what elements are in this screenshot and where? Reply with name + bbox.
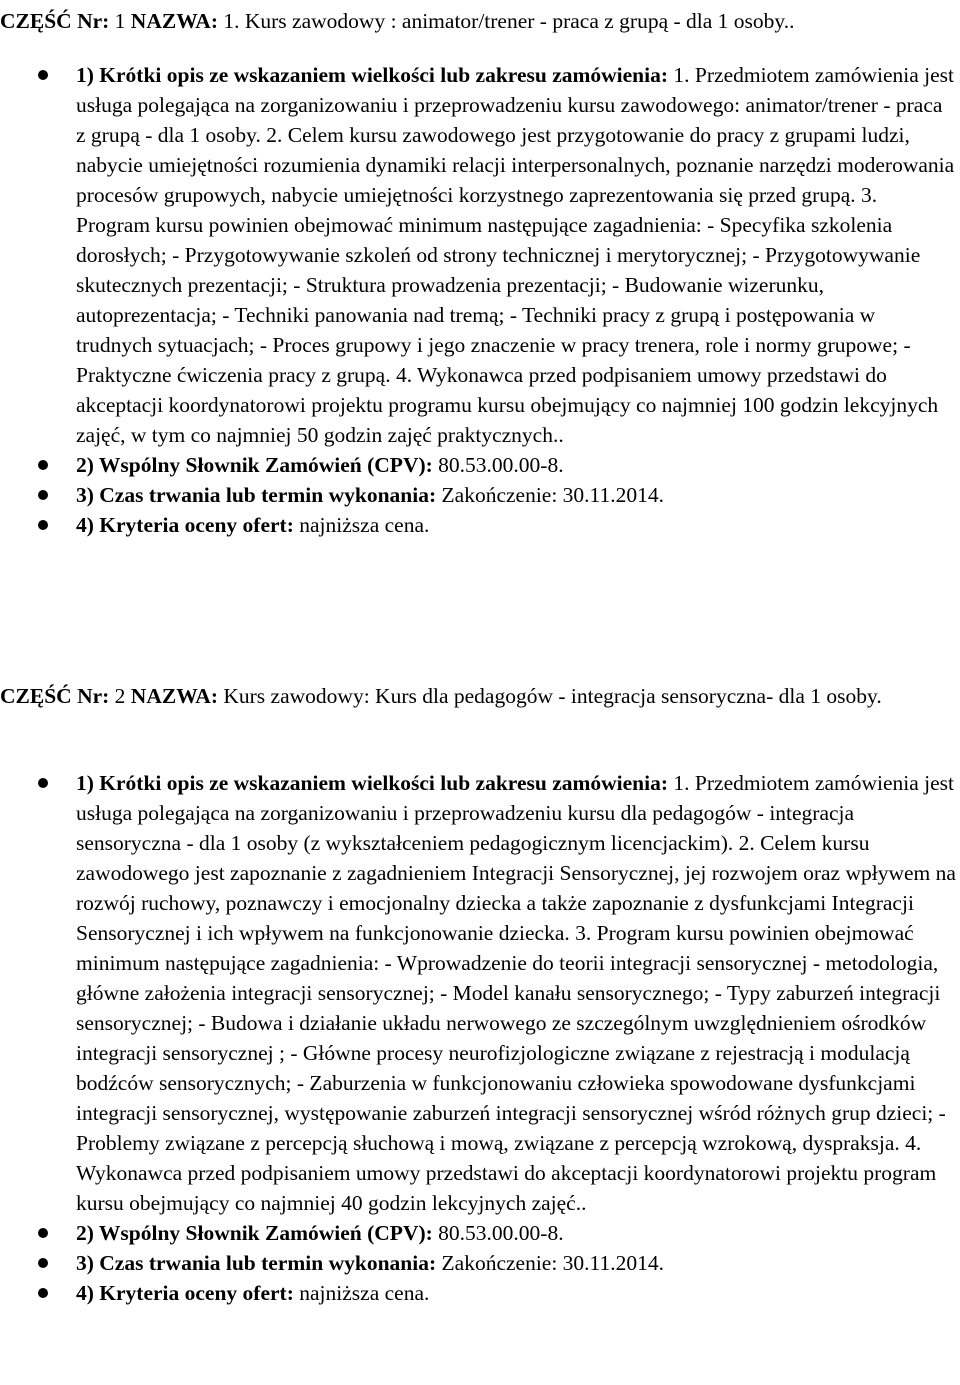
part-name-label: NAZWA: xyxy=(130,9,218,33)
item-value: 1. Przedmiotem zamówienia jest usługa polegająca na zorganizowaniu i przeprowadzeniu kursu zawodowego: animator/trener - praca z grupą - dla 1 osoby. 2. Celem kursu zawodowego jest przygotowanie do pracy z grupami ludzi, nabycie umiejętności rozumienia dynamiki relacji interpersonalnych, poznanie narzędzi moderowania procesów grupowych, nabycie umiejętności korzystnego zaprezentowania się przed grupą. 3. Program kursu powinien obejmować minimum następujące zagadnienia: - Specyfika szkolenia dorosłych; - Przygotowywanie szkoleń od strony technicznej i merytorycznej; - Przygotowywanie skutecznych prezentacji; - Struktura prowadzenia prezentacji; - Budowanie wizerunku, autoprezentacja; - Techniki panowania nad tremą; - Techniki pracy z grupą i postępowania w trudnych sytuacjach; - Proces grupowy i jego znaczenie w pracy trenera, role i normy grupowe; - Praktyczne ćwiczenia pracy z grupą. 4. Wykonawca przed podpisaniem umowy przedstawi do akceptacji koordynatorowi projektu programu kursu obejmujący co najmniej 100 godzin lekcyjnych zajęć, w tym co najmniej 50 godzin zajęć praktycznych.. xyxy=(76,63,955,447)
part-name: Kurs zawodowy: Kurs dla pedagogów - integracja sensoryczna- dla 1 osoby. xyxy=(223,684,882,708)
bullet-icon xyxy=(38,490,48,500)
bullet-icon xyxy=(38,520,48,530)
bullet-icon xyxy=(38,70,48,80)
part-1-heading xyxy=(0,6,960,36)
part-2-criteria-item xyxy=(0,1278,960,1308)
item-value: Zakończenie: 30.11.2014. xyxy=(441,483,665,507)
bullet-icon xyxy=(38,460,48,470)
item-label: 4) Kryteria oceny ofert: xyxy=(76,513,294,537)
item-value: 80.53.00.00-8. xyxy=(438,1221,564,1245)
part-1-criteria-item xyxy=(0,510,960,540)
part-label: CZĘŚĆ Nr: xyxy=(0,9,110,33)
part-1-duration-item xyxy=(0,480,960,510)
item-value: najniższa cena. xyxy=(299,1281,430,1305)
bullet-icon xyxy=(38,778,48,788)
bullet-icon xyxy=(38,1228,48,1238)
item-label: 4) Kryteria oceny ofert: xyxy=(76,1281,294,1305)
part-2-description-item xyxy=(0,768,960,1218)
bullet-icon xyxy=(38,1288,48,1298)
part-number: 1 xyxy=(114,9,126,33)
item-label: 3) Czas trwania lub termin wykonania: xyxy=(76,483,437,507)
item-label: 1) Krótki opis ze wskazaniem wielkości lub zakresu zamówienia: xyxy=(76,771,669,795)
item-value: Zakończenie: 30.11.2014. xyxy=(441,1251,665,1275)
part-2-cpv-item xyxy=(0,1218,960,1248)
item-value: 80.53.00.00-8. xyxy=(438,453,564,477)
part-name-label: NAZWA: xyxy=(130,684,218,708)
part-1-cpv-item xyxy=(0,450,960,480)
part-2-duration-item xyxy=(0,1248,960,1278)
part-number: 2 xyxy=(114,684,126,708)
part-1-details-list xyxy=(0,60,960,540)
part-2-details-list xyxy=(0,768,960,1308)
item-label: 3) Czas trwania lub termin wykonania: xyxy=(76,1251,437,1275)
item-label: 2) Wspólny Słownik Zamówień (CPV): xyxy=(76,1221,433,1245)
item-value: 1. Przedmiotem zamówienia jest usługa polegająca na zorganizowaniu i przeprowadzeniu kursu dla pedagogów - integracja sensoryczna - dla 1 osoby (z wykształceniem pedagogicznym licencjackim). 2. Celem kursu zawodowego jest zapoznanie z zagadnieniem Integracji Sensorycznej, jej rozwojem oraz wpływem na rozwój ruchowy, poznawczy i emocjonalny dziecka a także zapoznanie z dysfunkcjami Integracji Sensorycznej i ich wpływem na funkcjonowanie dziecka. 3. Program kursu powinien obejmować minimum następujące zagadnienia: - Wprowadzenie do teorii integracji sensorycznej - metodologia, główne założenia integracji sensorycznej; - Model kanału sensorycznego; - Typy zaburzeń integracji sensorycznej; - Budowa i działanie układu nerwowego ze szczególnym uwzględnieniem ośrodków integracji sensorycznej ; - Główne procesy neurofizjologiczne związane z rejestracją i modulacją bodźców sensorycznych; - Zaburzenia w funkcjonowaniu człowieka spowodowane dysfunkcjami integracji sensorycznej, występowanie zaburzeń integracji sensorycznej wśród różnych grup dzieci; - Problemy związane z percepcją słuchową i mową, związane z percepcją wzrokową, dyspraksja. 4. Wykonawca przed podpisaniem umowy przedstawi do akceptacji koordynatorowi projektu program kursu obejmujący co najmniej 40 godzin lekcyjnych zajęć.. xyxy=(76,771,956,1215)
part-2-heading xyxy=(0,681,960,711)
part-name: 1. Kurs zawodowy : animator/trener - praca z grupą - dla 1 osoby.. xyxy=(223,9,795,33)
item-label: 2) Wspólny Słownik Zamówień (CPV): xyxy=(76,453,433,477)
item-label: 1) Krótki opis ze wskazaniem wielkości lub zakresu zamówienia: xyxy=(76,63,669,87)
item-value: najniższa cena. xyxy=(299,513,430,537)
bullet-icon xyxy=(38,1258,48,1268)
part-label: CZĘŚĆ Nr: xyxy=(0,684,110,708)
part-1-description-item xyxy=(0,60,960,450)
